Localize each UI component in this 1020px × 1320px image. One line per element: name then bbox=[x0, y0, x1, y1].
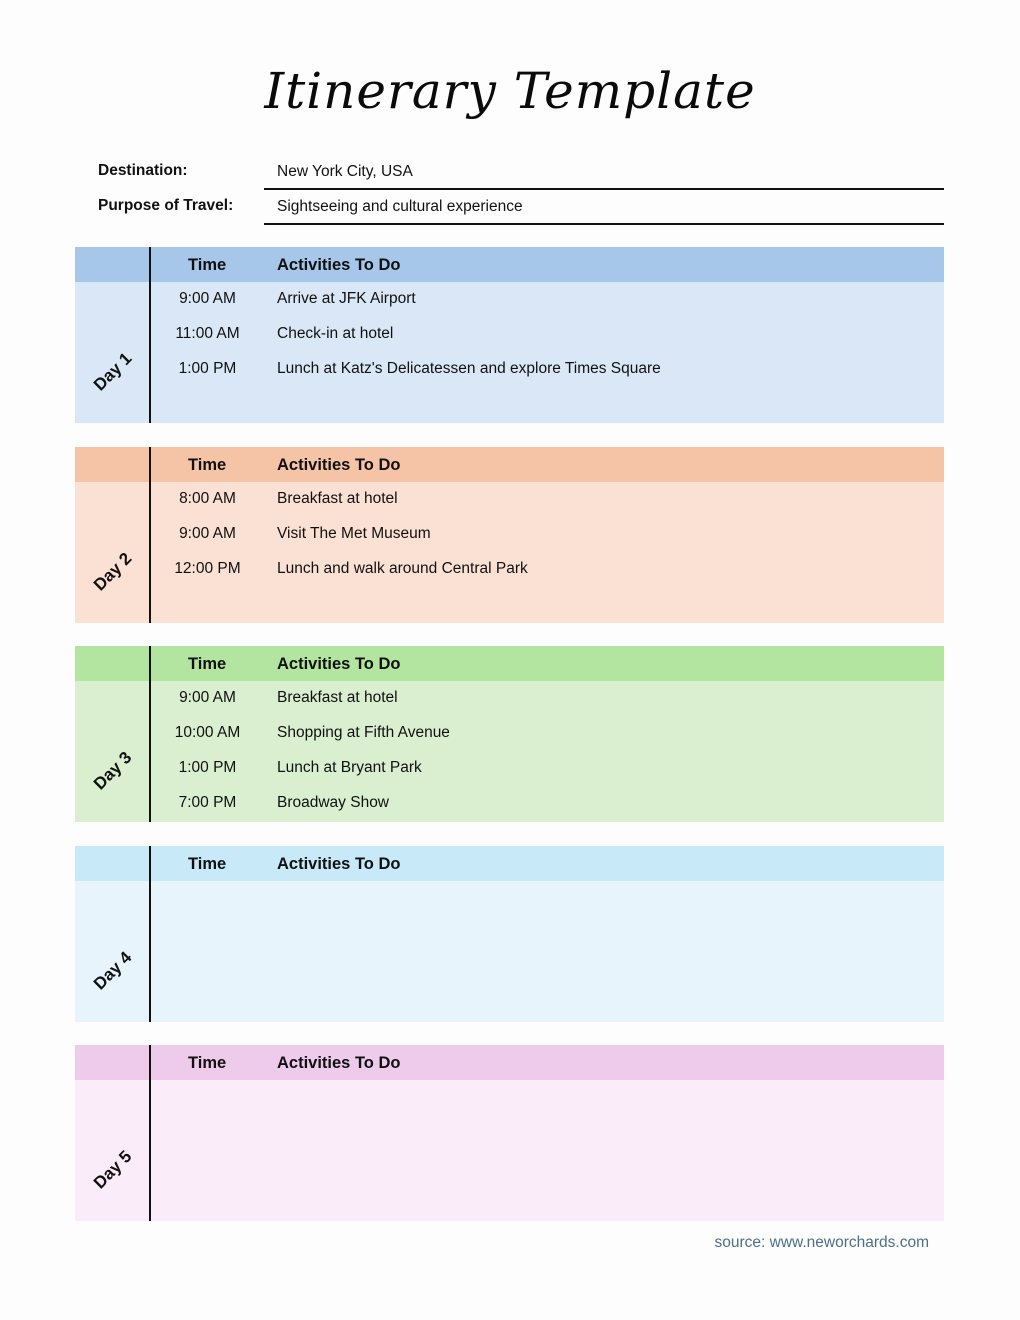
day-body bbox=[75, 282, 944, 423]
purpose-row bbox=[98, 195, 944, 225]
time-column-header: Time bbox=[188, 256, 227, 274]
purpose-value: Sightseeing and cultural experience bbox=[277, 198, 523, 215]
schedule-row bbox=[151, 282, 941, 317]
schedule-row bbox=[151, 552, 941, 587]
schedule-row bbox=[151, 716, 941, 751]
entry-activity: Breakfast at hotel bbox=[277, 689, 398, 706]
day-header bbox=[75, 1045, 944, 1080]
schedule-row bbox=[151, 517, 941, 552]
entry-time: 11:00 AM bbox=[175, 325, 240, 342]
entry-time: 9:00 AM bbox=[179, 525, 236, 542]
source-credit: source: www.neworchards.com bbox=[714, 1234, 929, 1251]
day-body bbox=[75, 881, 944, 1022]
time-column-header: Time bbox=[188, 655, 227, 673]
schedule-row bbox=[151, 751, 941, 786]
destination-value: New York City, USA bbox=[277, 163, 413, 180]
day-header bbox=[75, 447, 944, 482]
entry-time: 9:00 AM bbox=[179, 689, 236, 706]
entry-activity: Arrive at JFK Airport bbox=[277, 290, 416, 307]
entry-activity: Lunch and walk around Central Park bbox=[277, 560, 528, 577]
page-title: Itinerary Template bbox=[264, 62, 756, 120]
day-header bbox=[75, 846, 944, 881]
day-label: Day 5 bbox=[89, 1146, 136, 1193]
day-label: Day 2 bbox=[89, 548, 136, 595]
entry-time: 8:00 AM bbox=[179, 490, 236, 507]
entry-time: 1:00 PM bbox=[178, 759, 237, 776]
activities-column-header: Activities To Do bbox=[277, 855, 401, 873]
day-block-1 bbox=[75, 247, 944, 423]
activities-column-header: Activities To Do bbox=[277, 256, 401, 274]
day-block-4 bbox=[75, 846, 944, 1022]
destination-row bbox=[98, 160, 944, 190]
schedule-row bbox=[151, 317, 941, 352]
purpose-field[interactable] bbox=[264, 195, 944, 225]
activities-column-header: Activities To Do bbox=[277, 1054, 401, 1072]
day-block-3 bbox=[75, 646, 944, 822]
entry-activity: Breakfast at hotel bbox=[277, 490, 398, 507]
time-column-header: Time bbox=[188, 1054, 227, 1072]
entry-time: 9:00 AM bbox=[179, 290, 236, 307]
entry-activity: Visit The Met Museum bbox=[277, 525, 431, 542]
column-divider bbox=[149, 1045, 151, 1221]
entry-activity: Shopping at Fifth Avenue bbox=[277, 724, 450, 741]
day-label: Day 4 bbox=[89, 947, 136, 994]
destination-field[interactable] bbox=[264, 160, 944, 190]
entry-time: 7:00 PM bbox=[178, 794, 237, 811]
day-label: Day 1 bbox=[89, 348, 136, 395]
purpose-label: Purpose of Travel: bbox=[98, 197, 234, 214]
day-label: Day 3 bbox=[89, 747, 136, 794]
schedule-row bbox=[151, 482, 941, 517]
entry-activity: Broadway Show bbox=[277, 794, 390, 811]
entry-activity: Lunch at Katz's Delicatessen and explore Times Square bbox=[277, 360, 661, 377]
day-body bbox=[75, 1080, 944, 1221]
activities-column-header: Activities To Do bbox=[277, 456, 401, 474]
day-header bbox=[75, 247, 944, 282]
column-divider bbox=[149, 447, 151, 623]
activities-column-header: Activities To Do bbox=[277, 655, 401, 673]
day-block-5 bbox=[75, 1045, 944, 1221]
time-column-header: Time bbox=[188, 855, 227, 873]
schedule-row bbox=[151, 352, 941, 387]
entry-time: 10:00 AM bbox=[174, 724, 241, 741]
column-divider bbox=[149, 846, 151, 1022]
day-body bbox=[75, 681, 944, 822]
day-body bbox=[75, 482, 944, 623]
entry-activity: Check-in at hotel bbox=[277, 325, 394, 342]
entry-time: 1:00 PM bbox=[178, 360, 237, 377]
day-block-2 bbox=[75, 447, 944, 623]
time-column-header: Time bbox=[188, 456, 227, 474]
destination-label: Destination: bbox=[98, 162, 188, 179]
schedule-row bbox=[151, 681, 941, 716]
entry-activity: Lunch at Bryant Park bbox=[277, 759, 422, 776]
schedule-row bbox=[151, 786, 941, 821]
column-divider bbox=[149, 646, 151, 822]
entry-time: 12:00 PM bbox=[174, 560, 241, 577]
column-divider bbox=[149, 247, 151, 423]
day-header bbox=[75, 646, 944, 681]
